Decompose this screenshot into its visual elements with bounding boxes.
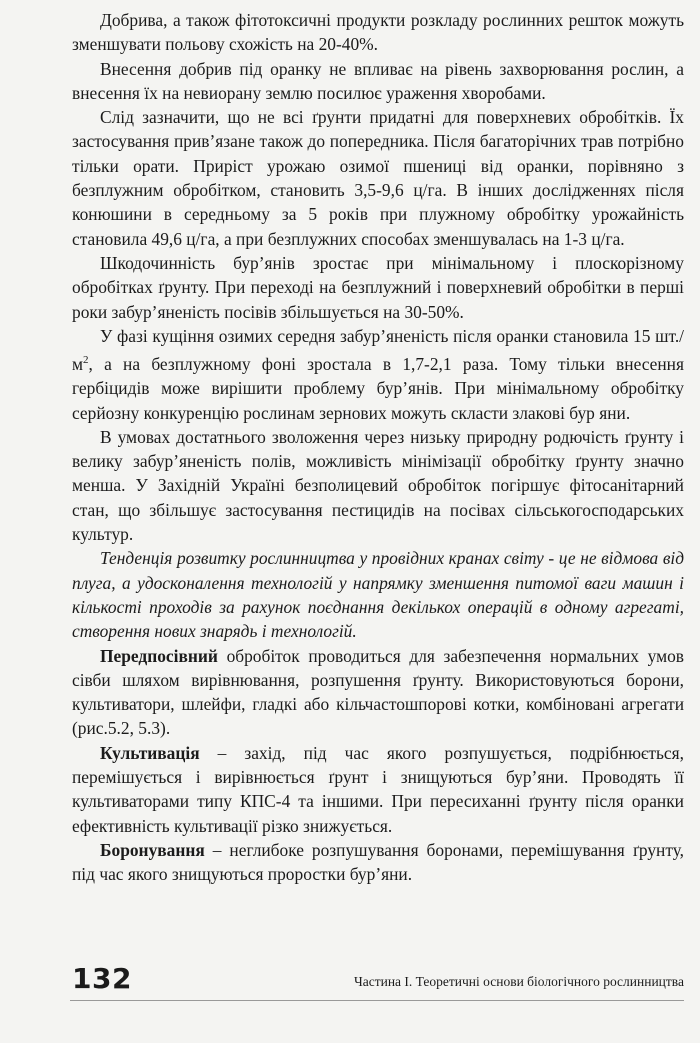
paragraph-5: У фазі кущіння озимих середня забур’яненість після оранки становила 15 $шт./м^2$, а на безплужному фоні зростала в 1,7-2,1 раза. Тому тільки внесення гербіцидів може вирішити проблему бур’янів. При мінімальному обробітку серйозну конкуренцію рослинам зернових можуть скласти злакові бур яни. [72, 325, 684, 423]
paragraph-8: Передпосівний обробіток проводиться для забезпечення нормальних умов сівби шляхом вирівнювання, розпушення ґрунту. Використовуються борони, культиватори, шлейфи, гладкі або кільчастошпорові котки, комбіновані агрегати (рис.5.2, 5.3). [72, 645, 684, 739]
page-footer [72, 962, 684, 1002]
paragraph-9: Культивація – захід, під час якого розпушується, подрібнюється, перемішується і вирівнюється ґрунт і знищуються бур’яни. Проводять її культиваторами типу КПС-4 та іншими. При пересиханні ґрунту після оранки ефективність культивації різко знижується. [72, 742, 684, 836]
paragraph-4: Шкодочинність бур’янів зростає при мінімальному і плоскорізному обробітках ґрунту. При переході на безплужний і поверхневий обробітки в перші роки забур’яненість посівів збільшується на 30-50%. [72, 252, 684, 322]
page-number: 132 [72, 962, 132, 995]
paragraph-10: Боронування – неглибоке розпушування боронами, перемішування ґрунту, під час якого знищуються проростки бур’яни. [72, 839, 684, 885]
paragraph-3: Слід зазначити, що не всі ґрунти придатні для поверхневих обробітків. Їх застосування прив’язане також до попередника. Після багаторічних трав потрібно тільки орати. Приріст урожаю озимої пшениці від оранки, порівняно з безплужним обробітком, становить 3,5-9,6 ц/га. В інших дослідженнях після конюшини в середньому за 5 років при плужному обробітку урожайність становила 49,6 ц/га, а при безплужних способах зменшувалась на 1-3 ц/га. [72, 107, 684, 249]
paragraph-2: Внесення добрив під оранку не впливає на рівень захворювання рослин, а внесення їх на невиорану землю посилює ураження хворобами. [72, 58, 684, 103]
superscript-2: 2 [83, 354, 89, 367]
running-title: Частина І. Теоретичні основи біологічного рослинництва [353, 974, 684, 989]
paragraph-1: Добрива, а також фітотоксичні продукти розкладу рослинних решток можуть зменшувати польову схожість на 20-40%. [72, 10, 684, 55]
paragraph-6: В умовах достатнього зволоження через низьку природну родючість ґрунту і велику забур’яненість полів, можливість мінімізації обробітку ґрунту значно менша. У Західній Україні безполицевий обробіток погіршує фітосанітарний стан, що збільшує застосування пестицидів на посівах сільськогосподарських культур. [72, 426, 684, 545]
paragraph-7-italic: Тенденція розвитку рослинництва у провідних кранах світу - це не відмова від плуга, а удосконалення технологій у напрямку зменшення питомої ваги машин і кількості проходів за рахунок поєднання декількох операцій в одному агрегаті, створення нових знарядь і технологій. [72, 548, 684, 642]
term-pre-sowing: Передпосівний [100, 645, 218, 666]
term-harrowing: Боронування [100, 839, 205, 860]
page-body [72, 8, 684, 886]
footer-rule [70, 1000, 684, 1001]
term-cultivation: Культивація [100, 742, 200, 763]
